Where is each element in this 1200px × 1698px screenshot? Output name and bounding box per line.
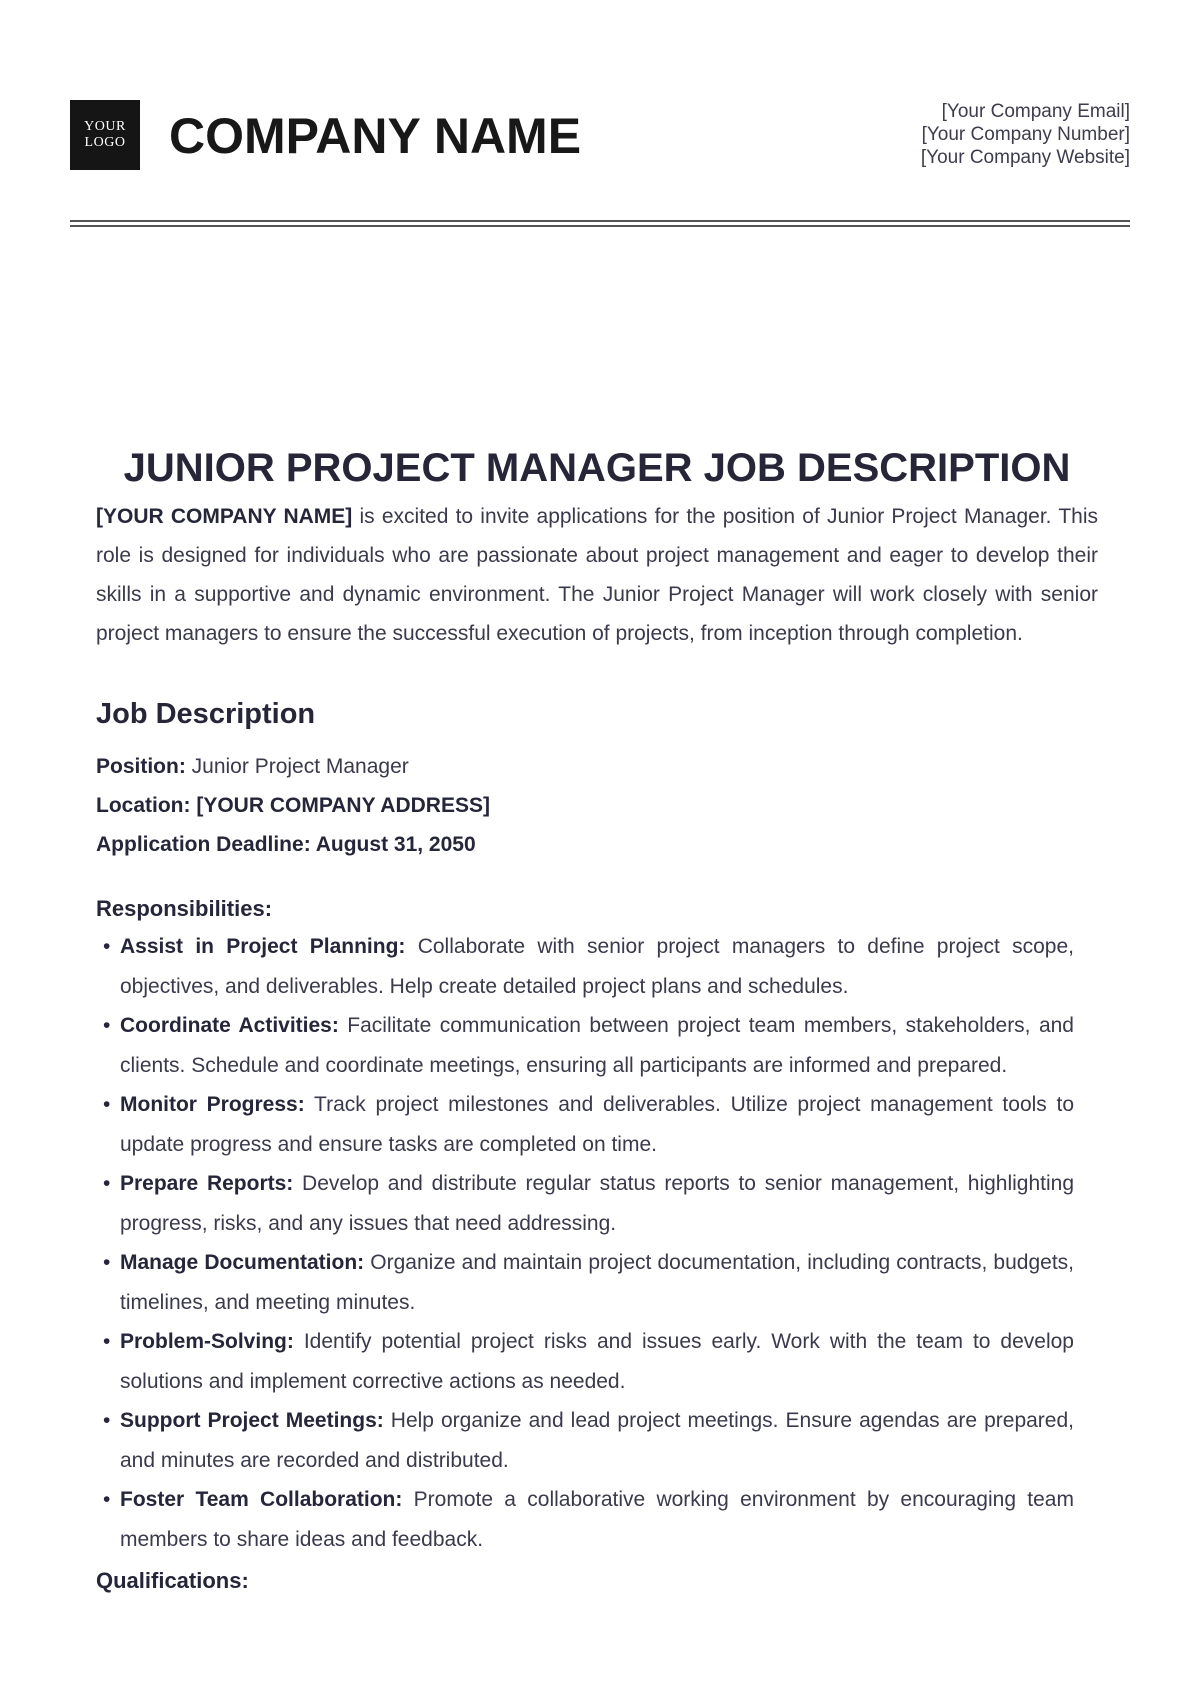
deadline-line xyxy=(96,825,1098,864)
logo-text-line2: LOGO xyxy=(84,135,126,150)
job-info xyxy=(96,747,1098,864)
responsibility-title: Assist in Project Planning: xyxy=(120,935,406,958)
responsibility-text: Facilitate communication between project team members, stakeholders, and clients. Schedule and coordinate meetings, ensuring all participants are informed and prepared. xyxy=(120,1014,1074,1077)
responsibility-title: Support Project Meetings: xyxy=(120,1409,384,1432)
responsibility-title: Manage Documentation: xyxy=(120,1251,365,1274)
logo-text-line1: YOUR xyxy=(84,119,126,134)
list-item xyxy=(103,1480,1074,1559)
position-line xyxy=(96,747,1098,786)
bullet-icon: • xyxy=(103,1093,111,1116)
document-header xyxy=(70,100,1130,172)
bullet-icon: • xyxy=(103,1409,111,1432)
company-logo xyxy=(70,100,140,170)
header-divider xyxy=(70,220,1130,227)
responsibility-text: Collaborate with senior project managers to define project scope, objectives, and deliverables. Help create detailed project plans and schedules. xyxy=(120,935,1074,998)
responsibilities-list xyxy=(96,927,1074,1559)
responsibility-title: Foster Team Collaboration: xyxy=(120,1488,403,1511)
responsibility-title: Monitor Progress: xyxy=(120,1093,305,1116)
qualifications-heading: Qualifications: xyxy=(96,1568,249,1593)
list-item xyxy=(103,1243,1074,1322)
position-value: Junior Project Manager xyxy=(185,755,409,778)
bullet-icon: • xyxy=(103,1014,111,1037)
deadline-label: Application Deadline: August 31, 2050 xyxy=(96,833,476,856)
responsibility-text: Promote a collaborative working environment by encouraging team members to share ideas and feedback. xyxy=(120,1488,1074,1551)
company-name: COMPANY NAME xyxy=(169,108,582,164)
bullet-icon: • xyxy=(103,1330,111,1353)
company-website: [Your Company Website] xyxy=(920,147,1130,168)
list-item xyxy=(103,1401,1074,1480)
bullet-icon: • xyxy=(103,1488,111,1511)
list-item xyxy=(103,1006,1074,1085)
responsibility-text: Help organize and lead project meetings. Ensure agendas are prepared, and minutes are recorded and distributed. xyxy=(120,1409,1074,1472)
responsibility-text: Develop and distribute regular status reports to senior management, highlighting progress, risks, and any issues that need addressing. xyxy=(120,1172,1075,1235)
responsibility-text: Track project milestones and deliverables. Utilize project management tools to update progress and ensure tasks are completed on time. xyxy=(120,1093,1074,1156)
responsibility-text: Identify potential project risks and issues early. Work with the team to develop solutions and implement corrective actions as needed. xyxy=(120,1330,1074,1393)
document-body xyxy=(96,440,1098,1599)
company-contact-block xyxy=(921,100,1130,169)
list-item xyxy=(103,1322,1074,1401)
company-email: [Your Company Email] xyxy=(941,101,1130,122)
intro-company-name: [YOUR COMPANY NAME] xyxy=(96,505,353,528)
responsibility-title: Prepare Reports: xyxy=(120,1172,294,1195)
intro-paragraph xyxy=(96,497,1098,653)
position-label: Position: xyxy=(96,755,186,778)
company-number: [Your Company Number] xyxy=(921,124,1130,145)
job-description-heading: Job Description xyxy=(96,698,316,730)
responsibility-title: Problem-Solving: xyxy=(120,1330,294,1353)
list-item xyxy=(103,927,1074,1006)
list-item xyxy=(103,1085,1074,1164)
responsibility-text: Organize and maintain project documentation, including contracts, budgets, timelines, and meeting minutes. xyxy=(120,1251,1074,1314)
location-label: Location: [YOUR COMPANY ADDRESS] xyxy=(96,794,490,817)
bullet-icon: • xyxy=(103,1251,111,1274)
location-line xyxy=(96,786,1098,825)
list-item xyxy=(103,1164,1075,1243)
intro-text: is excited to invite applications for the position of Junior Project Manager. This role is designed for individuals who are passionate about project management and eager to develop their skills in a supportive and dynamic environment. The Junior Project Manager will work closely with senior project managers to ensure the successful execution of projects, from inception through completion. xyxy=(96,505,1099,645)
responsibilities-heading: Responsibilities: xyxy=(96,896,273,921)
document-title: JUNIOR PROJECT MANAGER JOB DESCRIPTION xyxy=(123,446,1071,490)
bullet-icon: • xyxy=(103,1172,111,1195)
bullet-icon: • xyxy=(103,935,111,958)
responsibility-title: Coordinate Activities: xyxy=(120,1014,339,1037)
